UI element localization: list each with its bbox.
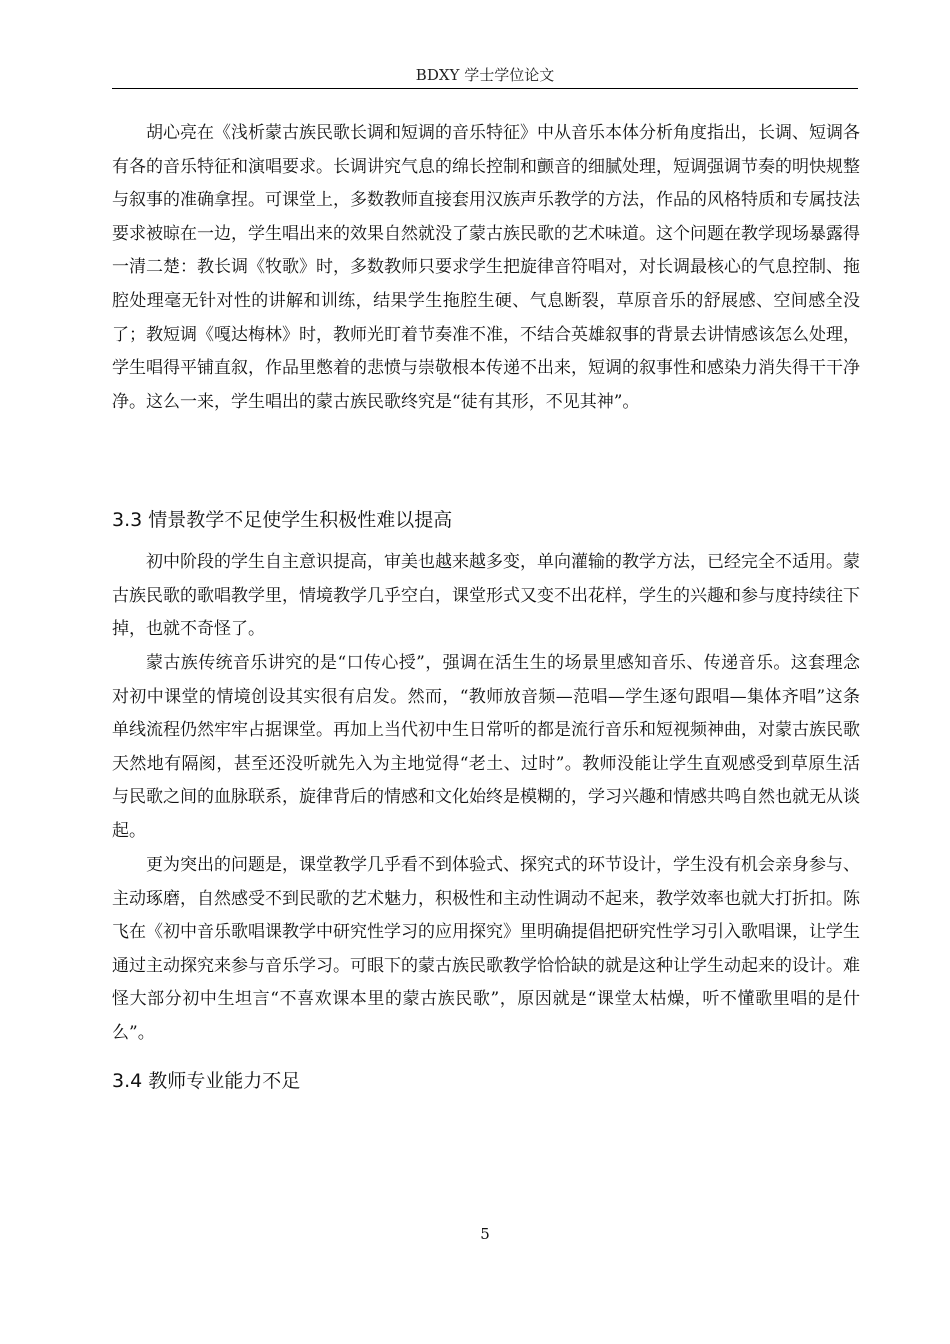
paragraph-2: 初中阶段的学生自主意识提高，审美也越来越多变，单向灌输的教学方法，已经完全不适用。蒙古族民歌的歌唱教学里，情境教学几乎空白，课堂形式又变不出花样，学生的兴趣和参与度持续往下掉，也就不奇怪了。 bbox=[112, 552, 860, 640]
paragraph-4: 更为突出的问题是，课堂教学几乎看不到体验式、探究式的环节设计，学生没有机会亲身参与、主动琢磨，自然感受不到民歌的艺术魅力，积极性和主动性调动不起来，教学效率也就大打折扣。陈飞在《初中音乐歌唱课教学中研究性学习的应用探究》里明确提倡把研究性学习引入歌唱课，让学生通过主动探究来参与音乐学习。可眼下的蒙古族民歌教学恰恰缺的就是这种让学生动起来的设计。难怪大部分初中生坦言“不喜欢课本里的蒙古族民歌”，原因就是“课堂太枯燥，听不懂歌里唱的是什么”。 bbox=[112, 855, 860, 1043]
page-number: 5 bbox=[480, 1225, 490, 1243]
running-header: BDXY 学士学位论文 bbox=[415, 66, 555, 84]
section-heading-3-4: 3.4 教师专业能力不足 bbox=[112, 1070, 301, 1092]
header-rule bbox=[112, 88, 858, 89]
section-heading-3-3: 3.3 情景教学不足使学生积极性难以提高 bbox=[112, 509, 453, 531]
paragraph-1: 胡心亮在《浅析蒙古族民歌长调和短调的音乐特征》中从音乐本体分析角度指出，长调、短调各有各的音乐特征和演唱要求。长调讲究气息的绵长控制和颤音的细腻处理，短调强调节奏的明快规整与叙事的准确拿捏。可课堂上，多数教师直接套用汉族声乐教学的方法，作品的风格特质和专属技法要求被晾在一边，学生唱出来的效果自然就没了蒙古族民歌的艺术味道。这个问题在教学现场暴露得一清二楚：教长调《牧歌》时，多数教师只要求学生把旋律音符唱对，对长调最核心的气息控制、拖腔处理毫无针对性的讲解和训练，结果学生拖腔生硬、气息断裂，草原音乐的舒展感、空间感全没了；教短调《嘎达梅林》时，教师光盯着节奏准不准，不结合英雄叙事的背景去讲情感该怎么处理，学生唱得平铺直叙，作品里憋着的悲愤与崇敬根本传递不出来，短调的叙事性和感染力消失得干干净净。这么一来，学生唱出的蒙古族民歌终究是“徒有其形，不见其神”。 bbox=[112, 123, 860, 412]
paragraph-3: 蒙古族传统音乐讲究的是“口传心授”，强调在活生生的场景里感知音乐、传递音乐。这套理念对初中课堂的情境创设其实很有启发。然而，“教师放音频—范唱—学生逐句跟唱—集体齐唱”这条单线流程仍然牢牢占据课堂。再加上当代初中生日常听的都是流行音乐和短视频神曲，对蒙古族民歌天然地有隔阂，甚至还没听就先入为主地觉得“老土、过时”。教师没能让学生直观感受到草原生活与民歌之间的血脉联系，旋律背后的情感和文化始终是模糊的，学习兴趣和情感共鸣自然也就无从谈起。 bbox=[112, 653, 860, 841]
